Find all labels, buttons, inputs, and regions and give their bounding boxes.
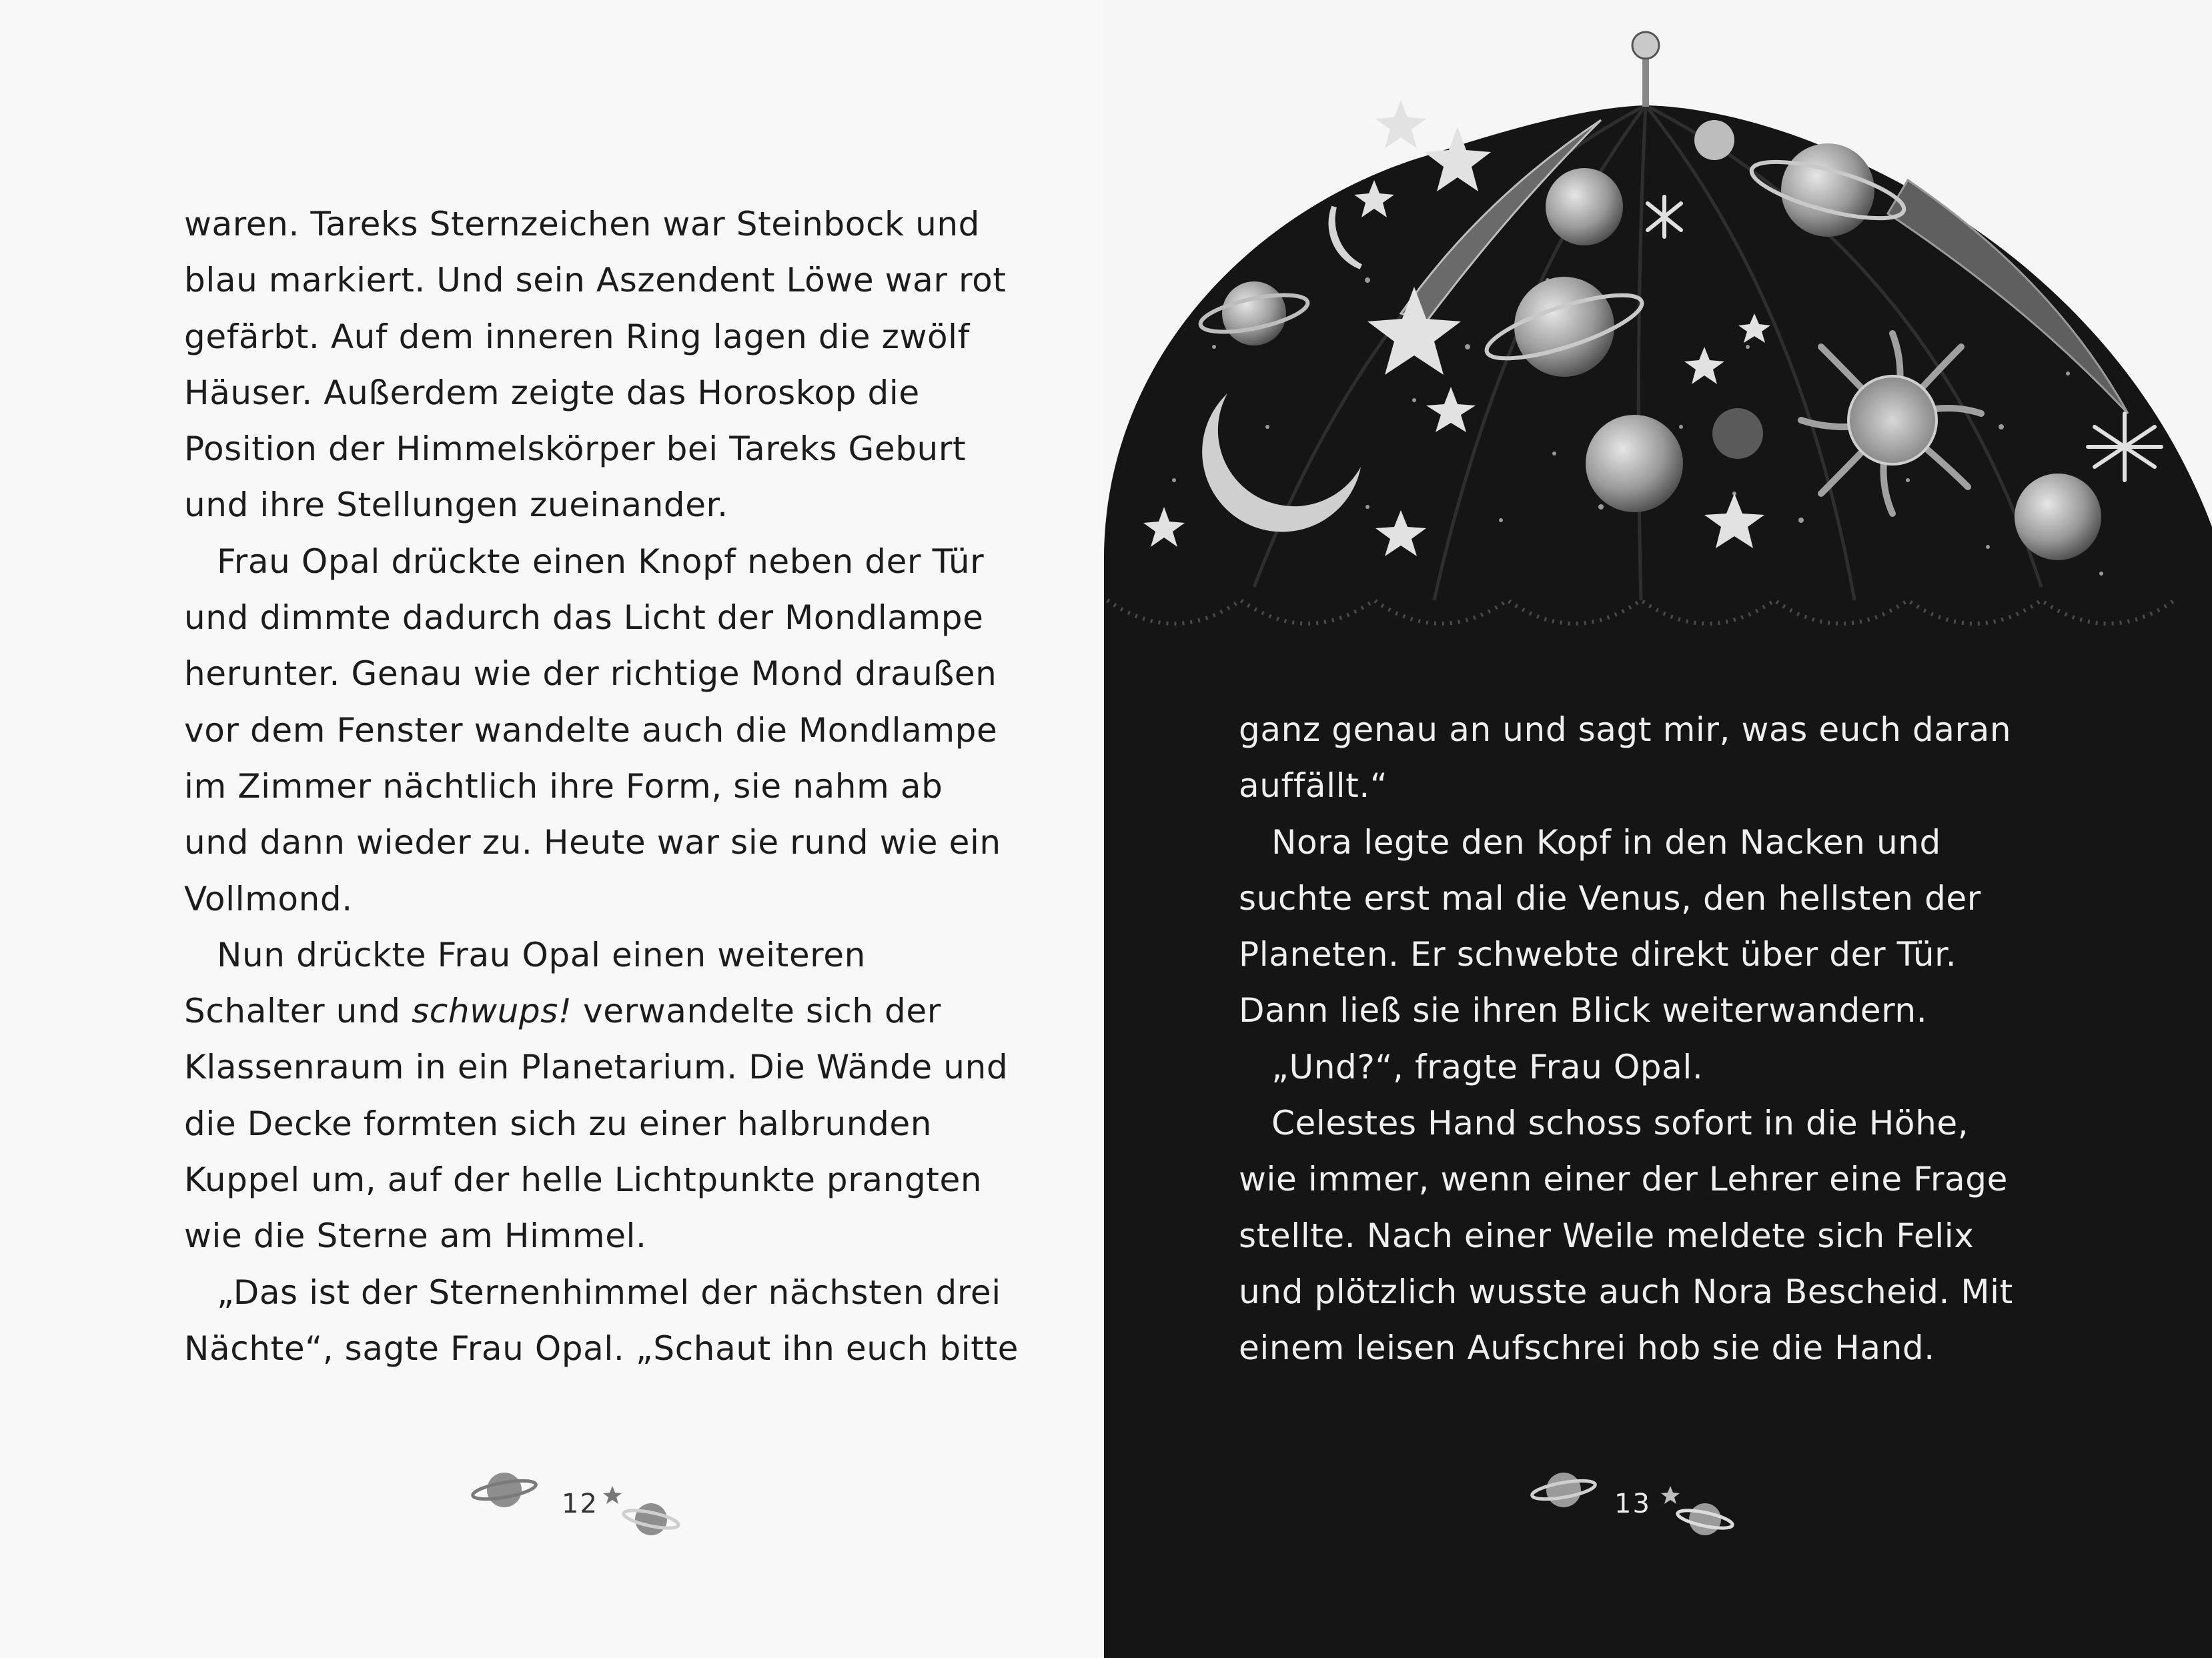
text-line: Dann ließ sie ihren Blick weiterwandern. [1239,991,1928,1030]
text-line: Kuppel um, auf der helle Lichtpunkte prangten [184,1160,983,1200]
text-line: gefärbt. Auf dem inneren Ring lagen die zwölf [184,317,970,356]
page-number-right: 13 [1614,1489,1651,1519]
text-segment: verwandelte sich der [572,992,941,1031]
text-line: und dimmte dadurch das Licht der Mondlampe [184,598,984,638]
text-line: Position der Himmelskörper bei Tareks Geburt [184,430,967,469]
text-line: vor dem Fenster wandelte auch die Mondlampe [184,710,998,750]
text-line: im Zimmer nächtlich ihre Form, sie nahm ab [184,766,943,806]
planet-icon [2015,474,2101,560]
text-line: Klassenraum in ein Planetarium. Die Wände und [184,1048,1009,1087]
text-line: Nun drückte Frau Opal einen weiteren [217,935,866,974]
text-line: einem leisen Aufschrei hob sie die Hand. [1239,1329,1935,1368]
text-line: Celestes Hand schoss sofort in die Höhe, [1271,1104,1969,1143]
text-line: Nora legte den Kopf in den Nacken und [1271,822,1941,862]
text-line: und ihre Stellungen zueinander. [184,486,728,525]
text-line: ganz genau an und sagt mir, was euch daran [1239,710,2012,749]
text-line: Frau Opal drückte einen Knopf neben der Tür [217,542,985,581]
text-line: und dann wieder zu. Heute war sie rund wie ein [184,823,1001,862]
text-line [184,983,1011,1039]
text-line: „Und?“, fragte Frau Opal. [1271,1047,1704,1086]
planet-icon [1586,415,1683,512]
page-number-left: 12 [562,1489,598,1519]
text-line: die Decke formten sich zu einer halbrunden [184,1104,933,1143]
right-page-body-text [1239,702,2066,1377]
planet-icon [1694,120,1734,160]
left-page-body-text [184,196,1019,1377]
planet-icon [1546,168,1623,245]
text-line: waren. Tareks Sternzeichen war Steinbock und [184,205,981,243]
text-segment: Schalter und [184,992,412,1031]
planet-icon [1712,408,1763,459]
text-line: Nächte“, sagte Frau Opal. „Schaut ihn euch bitte [184,1329,1019,1368]
text-line: herunter. Genau wie der richtige Mond draußen [184,654,997,694]
text-line: blau markiert. Und sein Aszendent Löwe war rot [184,261,1007,300]
text-line: wie die Sterne am Himmel. [184,1216,647,1256]
text-line: und plötzlich wusste auch Nora Bescheid. Mit [1239,1272,2013,1311]
text-line: suchte erst mal die Venus, den hellsten der [1239,878,1981,918]
text-line: Vollmond. [184,879,353,918]
text-line: wie immer, wenn einer der Lehrer eine Frage [1239,1160,2008,1199]
text-line: „Das ist der Sternenhimmel der nächsten drei [217,1273,1001,1312]
text-line: Häuser. Außerdem zeigte das Horoskop die [184,373,920,412]
dome-top-knob [1632,32,1659,107]
italic-text: schwups! [412,992,572,1031]
text-line: auffällt.“ [1239,766,1388,806]
text-line: Planeten. Er schwebte direkt über der Tür. [1239,935,1957,974]
text-line: stellte. Nach einer Weile meldete sich Felix [1239,1216,1975,1255]
